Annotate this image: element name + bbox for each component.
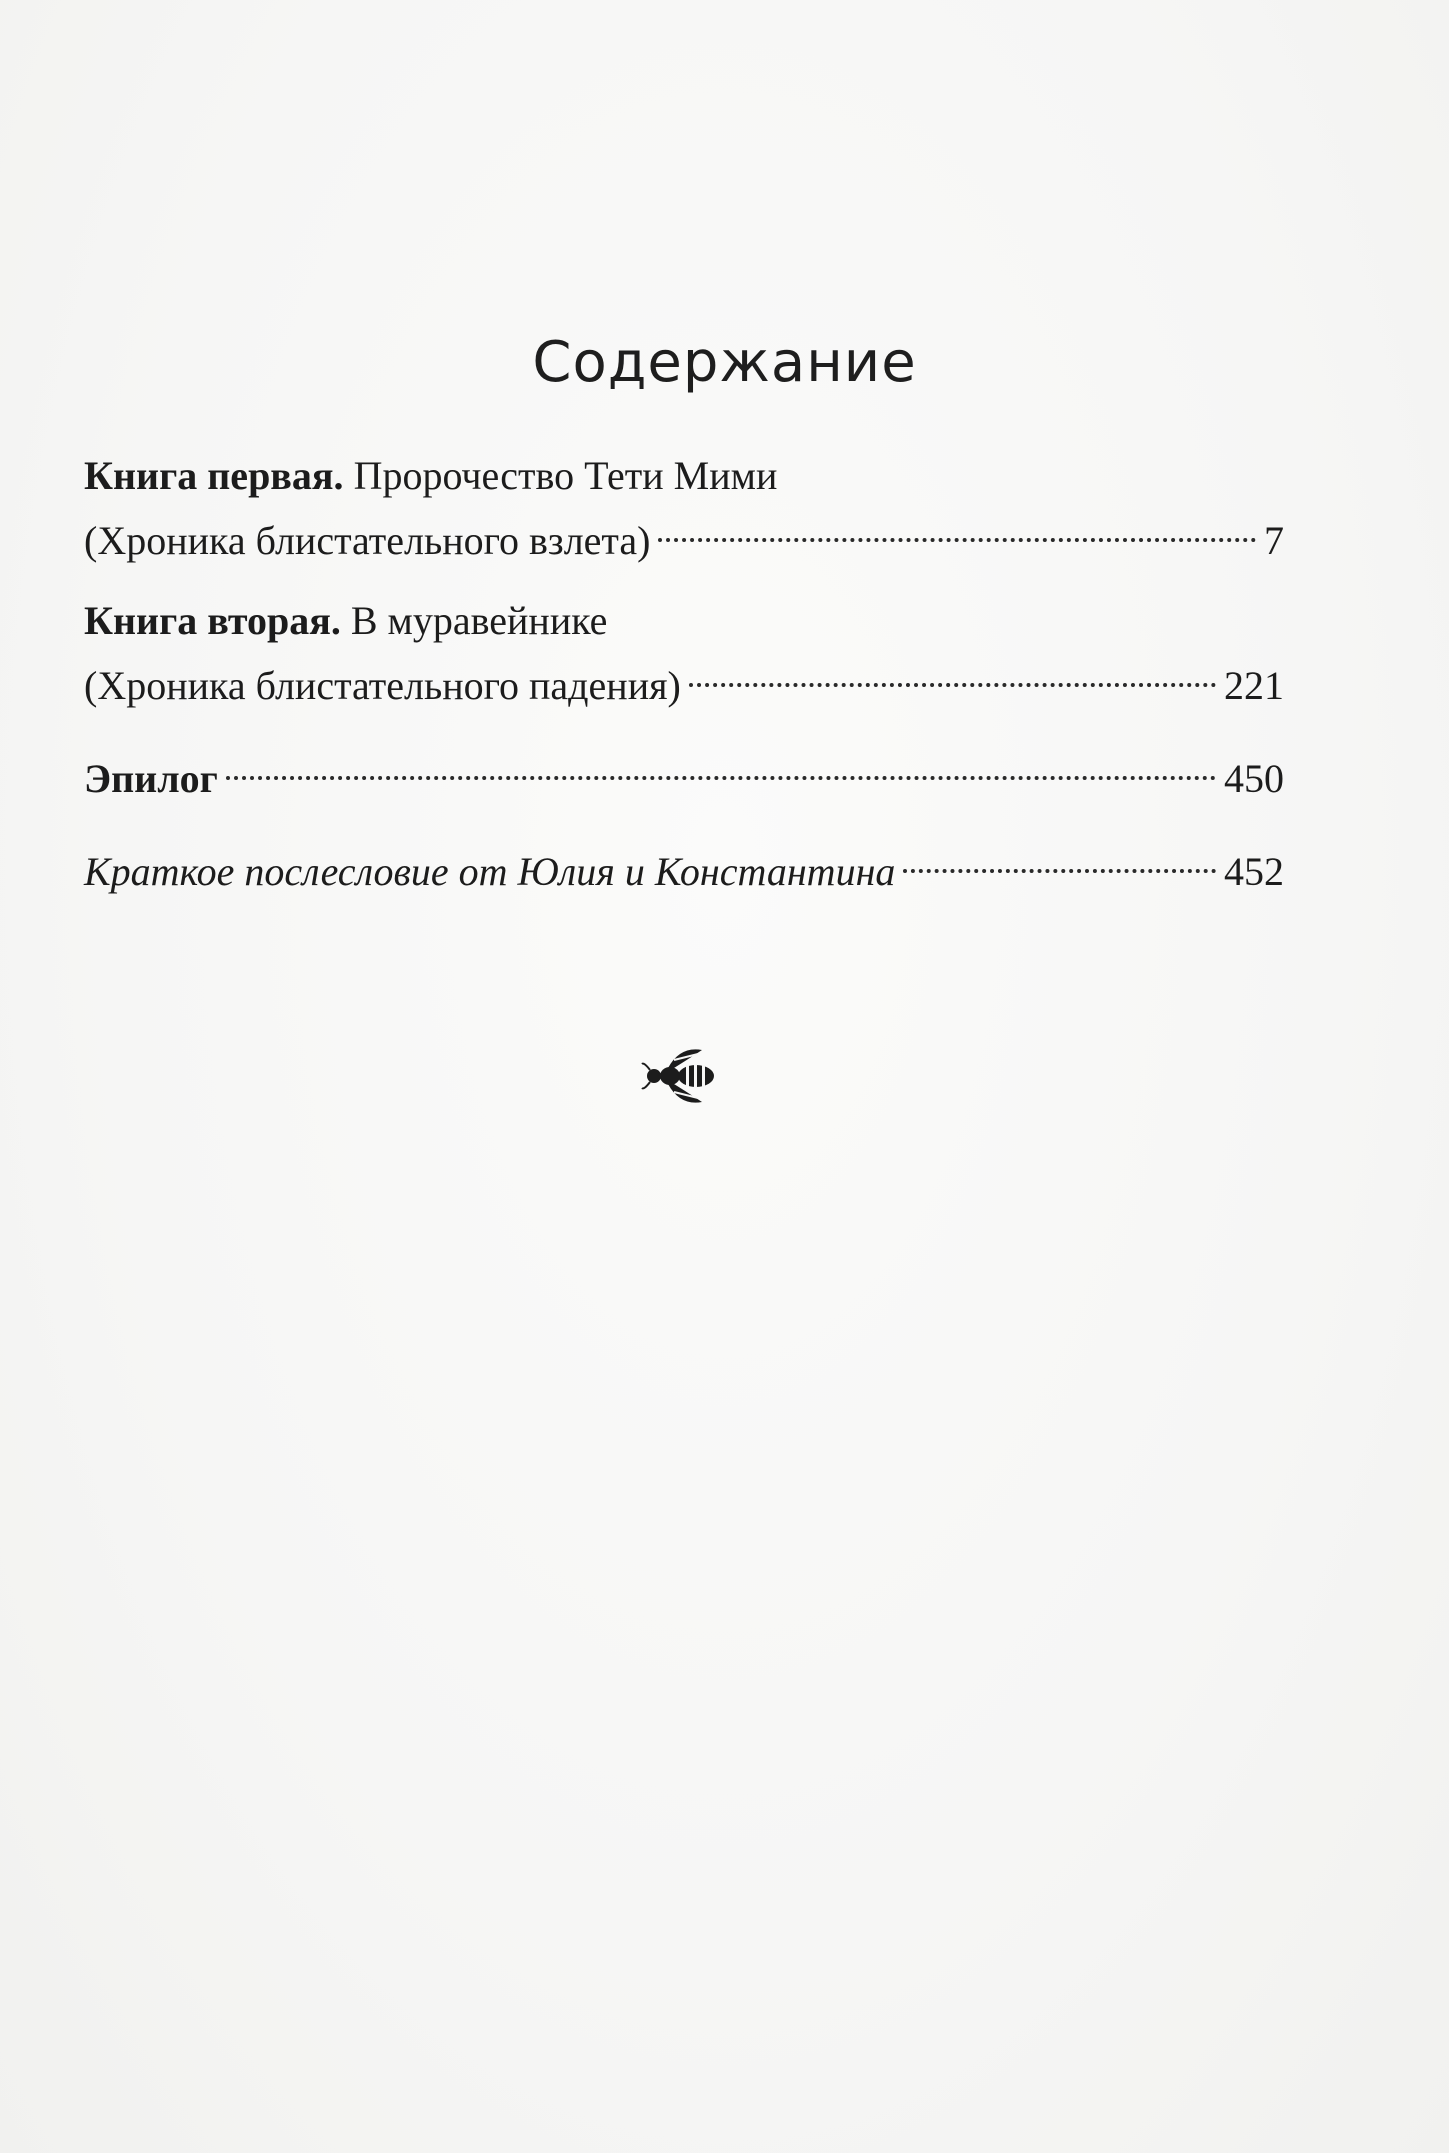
toc-entry-book-one[interactable] <box>84 450 1284 567</box>
toc-entry-label: Книга первая. <box>84 453 344 498</box>
toc-entry-heading <box>84 595 1284 647</box>
toc-entry-label: Книга вторая. <box>84 598 341 643</box>
toc-entry-label: Эпилог <box>84 756 218 801</box>
toc-entry-page-number: 7 <box>1264 518 1284 563</box>
dot-leader <box>903 833 1216 885</box>
bee-ornament-icon <box>640 1040 720 1110</box>
toc-entry-title: Краткое послесловие от Юлия и Константина <box>84 849 896 894</box>
toc-entry-leader-line <box>84 502 1284 567</box>
toc-entry-epilogue[interactable] <box>84 740 1284 805</box>
toc-entry-page-number: 452 <box>1224 849 1284 894</box>
toc-entry-page-number: 450 <box>1224 756 1284 801</box>
toc-entry-title: Пророчество Тети Мими <box>343 453 778 498</box>
page-title: Содержание <box>532 330 917 395</box>
toc-entry-subtitle: (Хроника блистательного взлета) <box>84 518 651 563</box>
toc-entry-afterword[interactable] <box>84 833 1284 898</box>
toc-entry-title: В муравейнике <box>340 598 608 643</box>
table-of-contents <box>84 450 1284 926</box>
toc-entry-book-two[interactable] <box>84 595 1284 712</box>
dot-leader <box>689 647 1216 699</box>
dot-leader <box>226 740 1216 792</box>
toc-entry-leader-line <box>84 647 1284 712</box>
dot-leader <box>658 502 1256 554</box>
toc-entry-leader-line <box>84 833 1284 898</box>
toc-entry-leader-line <box>84 740 1284 805</box>
toc-entry-subtitle: (Хроника блистательного падения) <box>84 663 681 708</box>
toc-entry-page-number: 221 <box>1224 663 1284 708</box>
toc-entry-heading <box>84 450 1284 502</box>
